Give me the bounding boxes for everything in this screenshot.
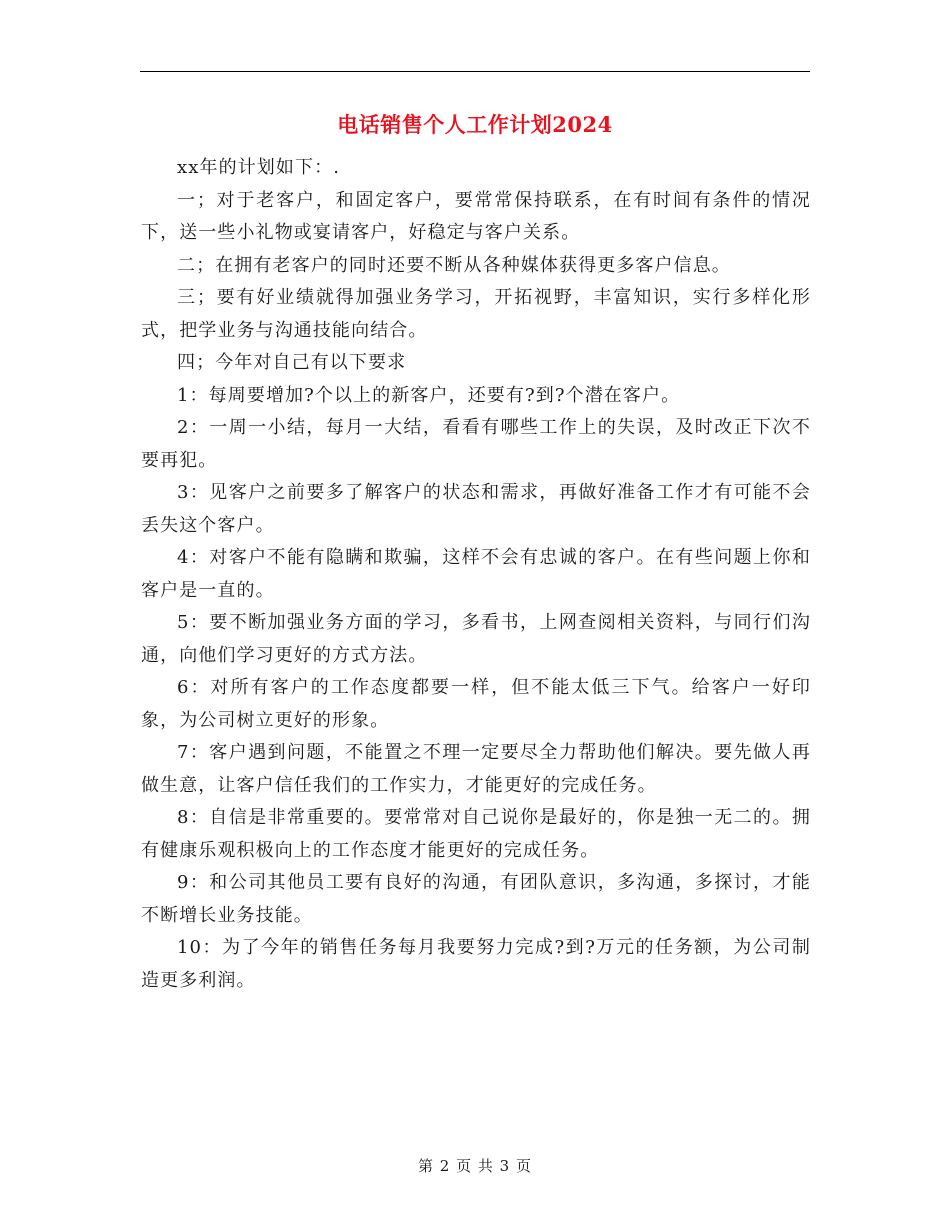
header-rule (140, 71, 810, 72)
requirement-2: 2：一周一小结，每月一大结，看看有哪些工作上的失误，及时改正下次不要再犯。 (141, 417, 811, 471)
paragraph-intro: xx年的计划如下：. (177, 157, 341, 178)
page-footer (0, 1155, 950, 1177)
requirement-10: 10：为了今年的销售任务每月我要努力完成?到?万元的任务额，为公司制造更多利润。 (141, 937, 811, 991)
requirement-5: 5：要不断加强业务方面的学习，多看书，上网查阅相关资料，与同行们沟通，向他们学习更好的方式方法。 (141, 612, 811, 666)
document-body (141, 152, 811, 997)
paragraph-item-3: 三；要有好业绩就得加强业务学习，开拓视野，丰富知识，实行多样化形式，把学业务与沟通技能向结合。 (141, 287, 811, 341)
requirement-8: 8：自信是非常重要的。要常常对自己说你是最好的，你是独一无二的。拥有健康乐观积极向上的工作态度才能更好的完成任务。 (141, 807, 811, 861)
paragraph-item-4: 四；今年对自己有以下要求 (177, 352, 407, 373)
requirement-4: 4：对客户不能有隐瞒和欺骗，这样不会有忠诚的客户。在有些问题上你和客户是一直的。 (141, 547, 811, 601)
requirement-3: 3：见客户之前要多了解客户的状态和需求，再做好准备工作才有可能不会丢失这个客户。 (141, 482, 811, 536)
page-number-label: 第 2 页 共 3 页 (418, 1157, 532, 1175)
requirement-6: 6：对所有客户的工作态度都要一样，但不能太低三下气。给客户一好印象，为公司树立更好的形象。 (141, 677, 811, 731)
requirement-7: 7：客户遇到问题，不能置之不理一定要尽全力帮助他们解决。要先做人再做生意，让客户信任我们的工作实力，才能更好的完成任务。 (141, 742, 811, 796)
requirement-1: 1：每周要增加?个以上的新客户，还要有?到?个潜在客户。 (177, 384, 681, 406)
paragraph-item-2: 二；在拥有老客户的同时还要不断从各种媒体获得更多客户信息。 (177, 254, 731, 276)
document-title: 电话销售个人工作计划2024 (337, 112, 613, 137)
requirement-9: 9：和公司其他员工要有良好的沟通，有团队意识，多沟通，多探讨，才能不断增长业务技能。 (141, 872, 811, 926)
paragraph-item-1: 一；对于老客户，和固定客户，要常常保持联系，在有时间有条件的情况下，送一些小礼物或宴请客户，好稳定与客户关系。 (141, 189, 811, 243)
